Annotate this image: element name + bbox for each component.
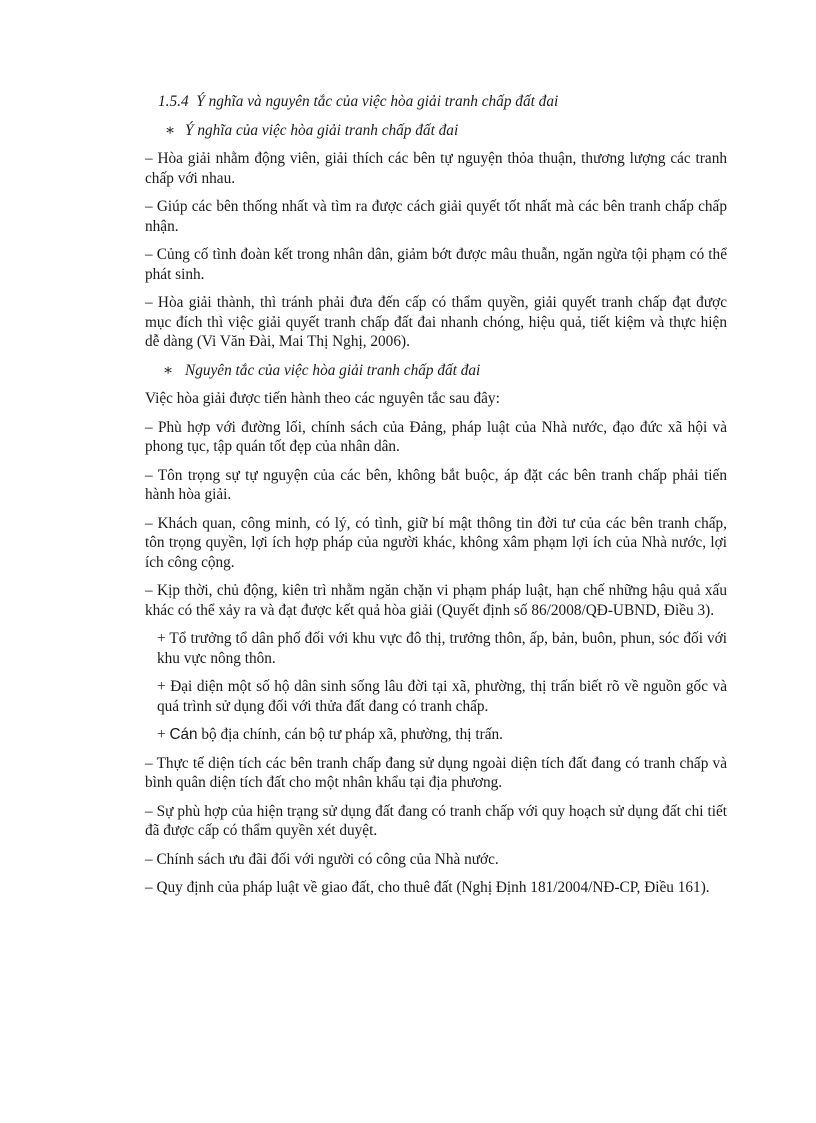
- meaning-heading-text: Ý nghĩa của việc hòa giải tranh chấp đất đai: [185, 121, 459, 139]
- meaning-item: – Hòa giải thành, thì tránh phải đưa đến cấp có thẩm quyền, giải quyết tranh chấp đạt được mục đích thì việc giải quyết tranh chấp đất đai nhanh chóng, hiệu quả, tiết kiệm và thực hiện dễ dàng (Vi Văn Đài, Mai Thị Nghị, 2006).: [145, 294, 727, 350]
- meaning-item: – Củng cố tình đoàn kết trong nhân dân, giảm bớt được mâu thuẫn, ngăn ngừa tội phạm có thể phát sinh.: [145, 246, 727, 283]
- plus-item: + Tổ trưởng tổ dân phố đối với khu vực đô thị, trưởng thôn, ấp, bản, buôn, phun, sóc đối với khu vực nông thôn.: [157, 630, 727, 667]
- meaning-heading: [165, 121, 727, 141]
- plus-word: Cán: [169, 726, 198, 743]
- final-item: – Chính sách ưu đãi đối với người có công của Nhà nước.: [145, 850, 499, 868]
- final-item: – Quy định của pháp luật về giao đất, cho thuê đất (Nghị Định 181/2004/NĐ-CP, Điều 161).: [145, 879, 710, 896]
- final-item: – Thực tế diện tích các bên tranh chấp đang sử dụng ngoài diện tích đất đang có tranh chấp và bình quân diện tích đất cho một nhân khẩu tại địa phương.: [145, 754, 727, 791]
- document-page: [145, 92, 727, 907]
- principles-intro: Việc hòa giải được tiến hành theo các nguyên tắc sau đây:: [145, 390, 500, 407]
- principle-item: – Phù hợp với đường lối, chính sách của Đảng, pháp luật của Nhà nước, đạo đức xã hội và phong tục, tập quán tốt đẹp của nhân dân.: [145, 418, 727, 455]
- section-number: 1.5.4: [158, 93, 189, 110]
- principle-item: – Kịp thời, chủ động, kiên trì nhằm ngăn chặn vi phạm pháp luật, hạn chế những hậu quả xấu khác có thể xảy ra và đạt được kết quả hòa giải (Quyết định số 86/2008/QĐ-UBND, Điều 3).: [145, 582, 727, 619]
- section-title: Ý nghĩa và nguyên tắc của việc hòa giải tranh chấp đất đai: [196, 93, 559, 110]
- plus-rest: bộ địa chính, cán bộ tư pháp xã, phường, thị trấn.: [197, 726, 503, 743]
- plus-item: + Đại diện một số hộ dân sinh sống lâu đời tại xã, phường, thị trấn biết rõ về nguồn gốc và quá trình sử dụng đối với thửa đất đang có tranh chấp.: [157, 678, 727, 715]
- plus-item-last: [157, 725, 727, 745]
- meaning-item: – Giúp các bên thống nhất và tìm ra được cách giải quyết tốt nhất mà các bên tranh chấp chấp nhận.: [145, 198, 727, 235]
- principles-heading-text: Nguyên tắc của việc hòa giải tranh chấp đất đai: [185, 361, 481, 379]
- meaning-item: – Hòa giải nhằm động viên, giải thích các bên tự nguyện thỏa thuận, thương lượng các tranh chấp với nhau.: [145, 150, 727, 187]
- asterisk-bullet-icon: ∗: [165, 121, 176, 139]
- plus-prefix: +: [157, 726, 170, 743]
- principles-heading: [163, 361, 727, 381]
- final-item: – Sự phù hợp của hiện trạng sử dụng đất đang có tranh chấp với quy hoạch sử dụng đất chi tiết đã được cấp có thẩm quyền xét duyệt.: [145, 802, 727, 839]
- principle-item: – Khách quan, công minh, có lý, có tình, giữ bí mật thông tin đời tư của các bên tranh chấp, tôn trọng quyền, lợi ích hợp pháp của người khác, không xâm phạm lợi ích của Nhà nước, lợi ích công cộng.: [145, 514, 727, 571]
- asterisk-bullet-icon: ∗: [163, 361, 174, 379]
- section-heading: [158, 92, 727, 112]
- principle-item: – Tôn trọng sự tự nguyện của các bên, không bắt buộc, áp đặt các bên tranh chấp phải tiến hành hòa giải.: [145, 466, 727, 503]
